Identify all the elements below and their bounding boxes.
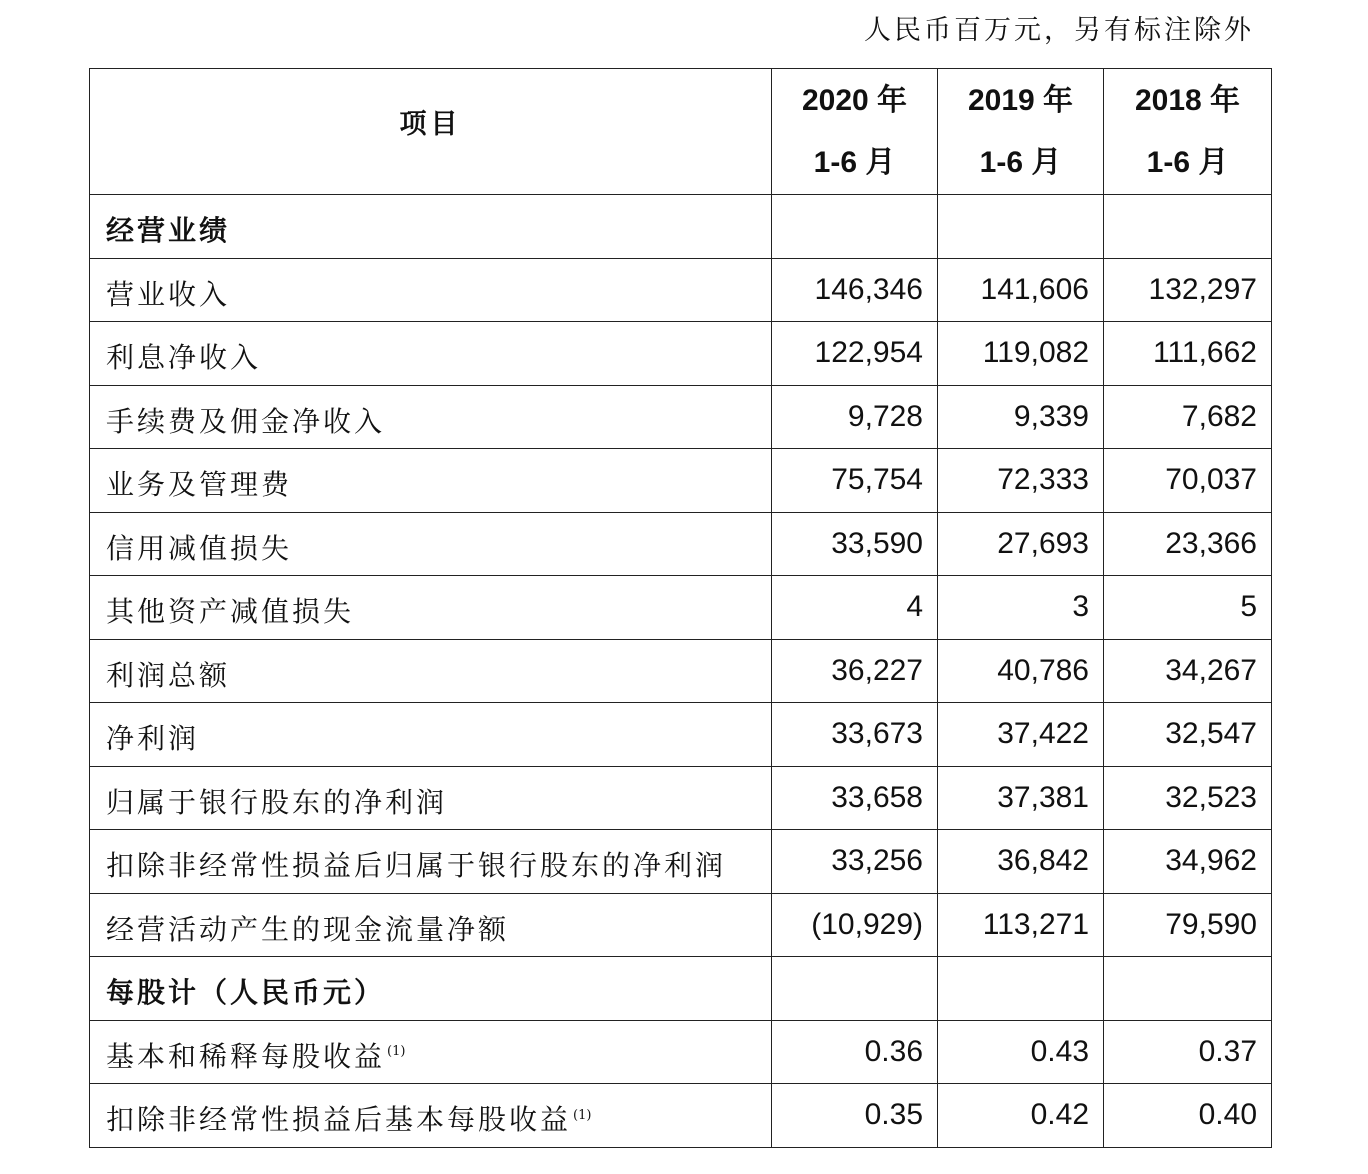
footnote-marker: (1)	[573, 1107, 592, 1123]
table-row	[90, 1084, 1272, 1148]
value-cell: 37,381	[938, 766, 1104, 830]
value-cell: 32,523	[1104, 766, 1272, 830]
value-cell: 4	[772, 576, 938, 640]
row-label-cell	[90, 703, 772, 767]
row-label-cell	[90, 1084, 772, 1148]
row-label-cell	[90, 385, 772, 449]
section-title: 经营业绩	[90, 195, 772, 259]
unit-note: 人民币百万元，另有标注除外	[864, 15, 1254, 46]
value-cell: 70,037	[1104, 449, 1272, 513]
row-label: 经营活动产生的现金流量净额	[106, 912, 510, 946]
row-label-cell	[90, 639, 772, 703]
value-cell: 7,682	[1104, 385, 1272, 449]
row-label: 营业收入	[106, 277, 231, 311]
table-row	[90, 639, 1272, 703]
row-label-cell	[90, 512, 772, 576]
value-cell: 72,333	[938, 449, 1104, 513]
table-row	[90, 576, 1272, 640]
value-cell: 0.36	[772, 1020, 938, 1084]
table-row	[90, 258, 1272, 322]
row-label: 利润总额	[106, 658, 231, 692]
value-cell: 119,082	[938, 322, 1104, 386]
row-label-cell	[90, 766, 772, 830]
value-cell: 122,954	[772, 322, 938, 386]
row-label-cell	[90, 1020, 772, 1084]
value-cell: 36,842	[938, 830, 1104, 894]
table-row	[90, 893, 1272, 957]
value-cell: 113,271	[938, 893, 1104, 957]
table-row	[90, 449, 1272, 513]
period-header-2018	[1104, 69, 1272, 195]
footnote-marker: (1)	[387, 1044, 406, 1060]
period-year: 2018 年	[1134, 83, 1241, 117]
value-cell: 132,297	[1104, 258, 1272, 322]
value-cell: 0.37	[1104, 1020, 1272, 1084]
empty-cell	[772, 195, 938, 259]
value-cell: 0.42	[938, 1084, 1104, 1148]
table-row	[90, 322, 1272, 386]
value-cell: 37,422	[938, 703, 1104, 767]
table-header-row	[90, 69, 1272, 195]
empty-cell	[938, 957, 1104, 1021]
row-label: 其他资产减值损失	[106, 595, 355, 628]
row-label: 净利润	[106, 722, 200, 755]
table-body	[90, 195, 1272, 1148]
row-label: 业务及管理费	[106, 468, 293, 501]
row-label: 基本和稀释每股收益	[106, 1039, 386, 1073]
value-cell: 34,267	[1104, 639, 1272, 703]
value-cell: (10,929)	[772, 893, 938, 957]
row-label: 利息净收入	[106, 341, 262, 374]
value-cell: 23,366	[1104, 512, 1272, 576]
item-column-header: 项目	[90, 69, 772, 195]
value-cell: 33,256	[772, 830, 938, 894]
value-cell: 33,590	[772, 512, 938, 576]
period-year: 2019 年	[967, 83, 1074, 117]
financial-summary-table	[89, 68, 1272, 1148]
period-year: 2020 年	[801, 83, 908, 117]
period-header-2019	[938, 69, 1104, 195]
value-cell: 36,227	[772, 639, 938, 703]
value-cell: 79,590	[1104, 893, 1272, 957]
empty-cell	[772, 957, 938, 1021]
row-label-cell	[90, 258, 772, 322]
value-cell: 146,346	[772, 258, 938, 322]
empty-cell	[938, 195, 1104, 259]
empty-cell	[1104, 195, 1272, 259]
period-header-2020	[772, 69, 938, 195]
row-label-cell	[90, 449, 772, 513]
value-cell: 0.35	[772, 1084, 938, 1148]
section-row-operating	[90, 195, 1272, 259]
value-cell: 75,754	[772, 449, 938, 513]
value-cell: 141,606	[938, 258, 1104, 322]
table-row	[90, 703, 1272, 767]
section-title: 每股计（人民币元）	[90, 957, 772, 1021]
value-cell: 0.43	[938, 1020, 1104, 1084]
row-label-cell	[90, 830, 772, 894]
table-row	[90, 830, 1272, 894]
row-label-cell	[90, 893, 772, 957]
row-label: 扣除非经常性损益后归属于银行股东的净利润	[106, 849, 727, 882]
value-cell: 9,339	[938, 385, 1104, 449]
row-label: 信用减值损失	[106, 531, 293, 565]
empty-cell	[1104, 957, 1272, 1021]
row-label-cell	[90, 322, 772, 386]
period-months: 1-6 月	[979, 145, 1062, 179]
value-cell: 34,962	[1104, 830, 1272, 894]
row-label-cell	[90, 576, 772, 640]
row-label: 归属于银行股东的净利润	[106, 785, 448, 819]
value-cell: 111,662	[1104, 322, 1272, 386]
value-cell: 32,547	[1104, 703, 1272, 767]
value-cell: 5	[1104, 576, 1272, 640]
period-months: 1-6 月	[1146, 145, 1229, 179]
value-cell: 9,728	[772, 385, 938, 449]
value-cell: 40,786	[938, 639, 1104, 703]
value-cell: 0.40	[1104, 1084, 1272, 1148]
table-row	[90, 385, 1272, 449]
value-cell: 3	[938, 576, 1104, 640]
table-row	[90, 1020, 1272, 1084]
period-months: 1-6 月	[813, 145, 896, 179]
value-cell: 33,658	[772, 766, 938, 830]
table-row	[90, 766, 1272, 830]
section-row-per-share	[90, 957, 1272, 1021]
row-label: 扣除非经常性损益后基本每股收益	[106, 1103, 572, 1136]
row-label: 手续费及佣金净收入	[106, 404, 386, 438]
table-row	[90, 512, 1272, 576]
value-cell: 33,673	[772, 703, 938, 767]
value-cell: 27,693	[938, 512, 1104, 576]
